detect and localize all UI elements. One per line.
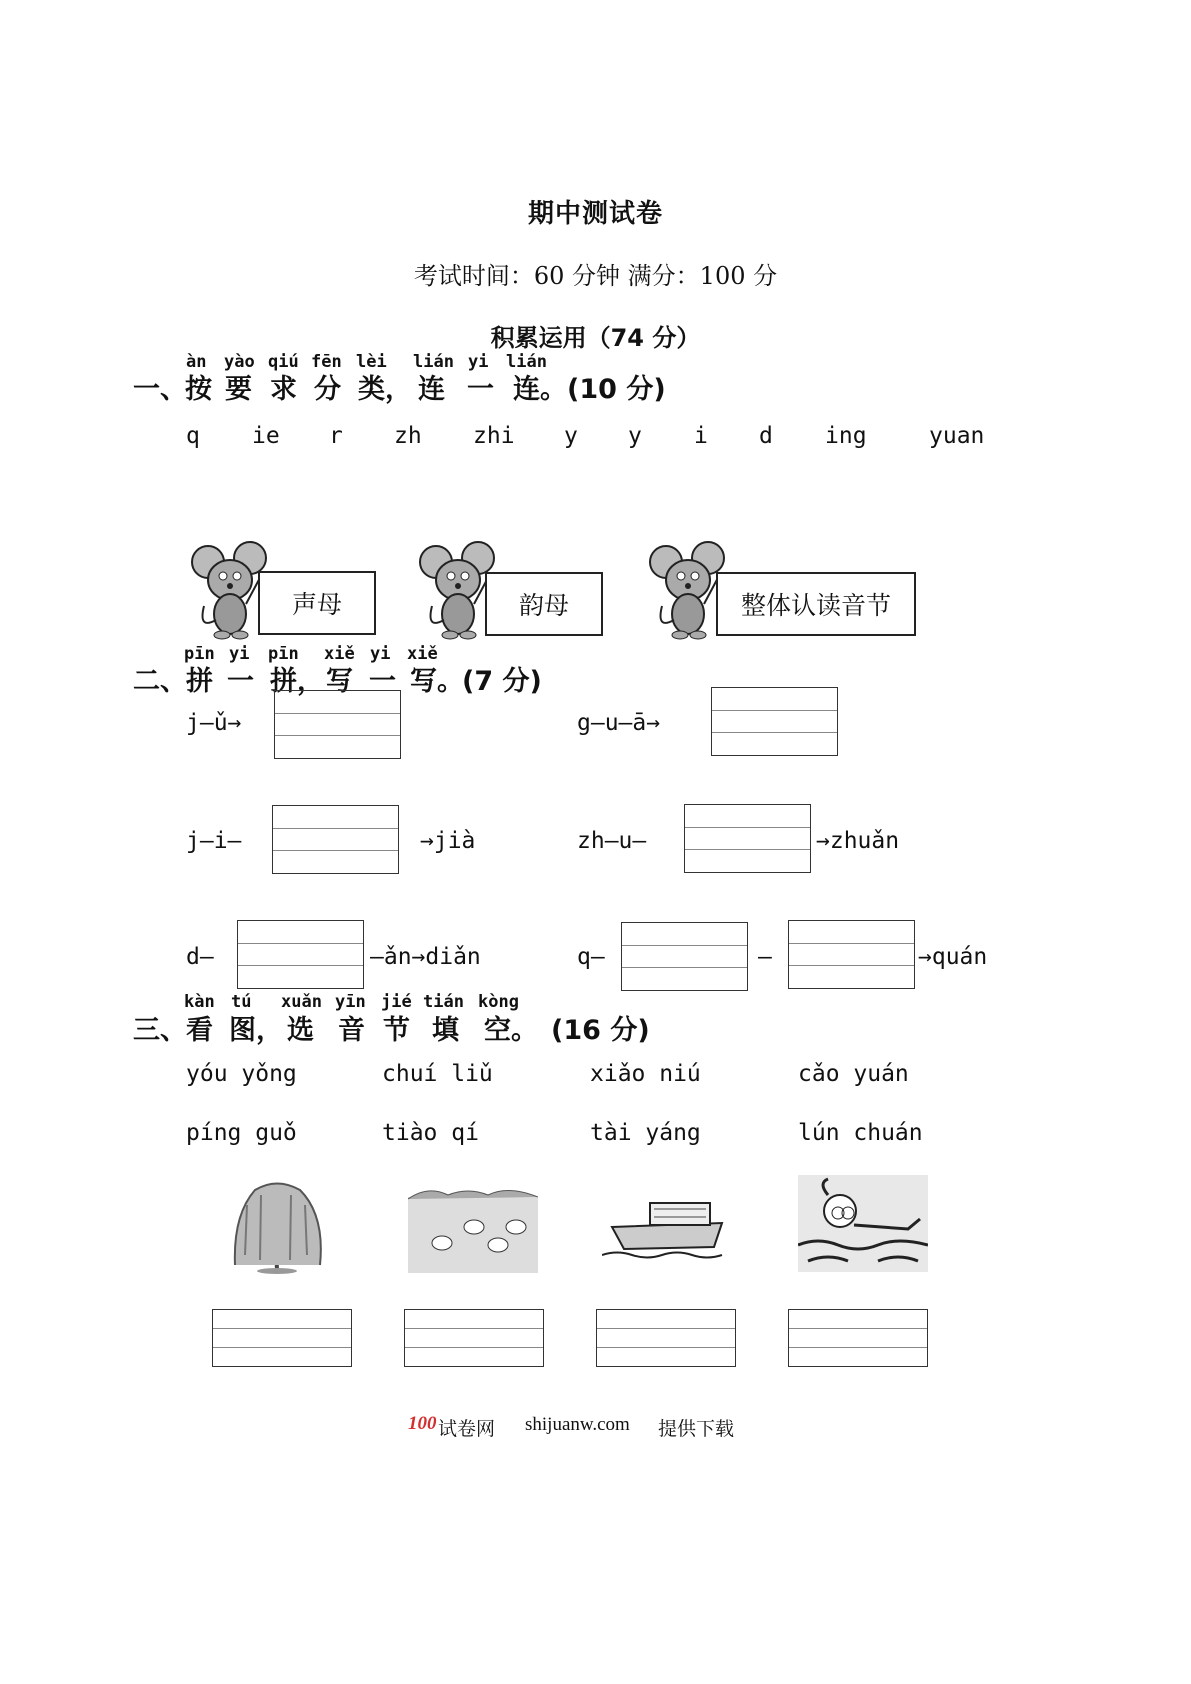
q2-pinyin: yi xyxy=(370,644,391,664)
section-heading: 积累运用（74 分） xyxy=(490,324,701,352)
spell-d-right: →zhuǎn xyxy=(816,828,900,854)
word-option[interactable]: tiào qí xyxy=(382,1120,479,1146)
spell-b: g—u—ā→ xyxy=(577,710,661,736)
q2-pinyin: pīn xyxy=(184,644,215,664)
q3-char: 图， xyxy=(229,1015,283,1046)
q2-char: 拼 xyxy=(186,666,213,697)
q2-pinyin: pīn xyxy=(268,644,299,664)
option-item[interactable]: q xyxy=(186,423,200,449)
q3-pinyin: yīn xyxy=(335,992,366,1012)
page-title: 期中测试卷 xyxy=(527,199,663,229)
footer-note: 提供下载 xyxy=(658,1419,735,1440)
spell-e-right: —ǎn→diǎn xyxy=(370,944,481,970)
word-option[interactable]: yóu yǒng xyxy=(186,1061,297,1087)
writing-box[interactable] xyxy=(788,920,915,989)
option-item[interactable]: d xyxy=(759,423,773,449)
q1-pinyin: qiú xyxy=(268,352,299,372)
spell-f-left: q— xyxy=(577,944,605,970)
ship-icon xyxy=(602,1195,737,1265)
q3-number: 三、 xyxy=(133,1015,187,1046)
q3-char: 音 xyxy=(338,1015,365,1046)
q1-pinyin: àn xyxy=(186,352,207,372)
q1-pinyin: lèi xyxy=(356,352,387,372)
q3-pinyin: tú xyxy=(231,992,252,1012)
q1-pinyin: yào xyxy=(224,352,255,372)
spell-e-left: d— xyxy=(186,944,214,970)
footer-brand: 试卷网 xyxy=(438,1419,496,1440)
q1-char: 按 xyxy=(185,374,212,405)
q3-pinyin: kàn xyxy=(184,992,215,1012)
writing-box[interactable] xyxy=(274,690,401,759)
q2-char: 拼， xyxy=(270,666,324,697)
spell-c-left: j—i— xyxy=(186,828,242,854)
footer-site[interactable]: shijuanw.com xyxy=(525,1414,630,1435)
q2-char: 一 xyxy=(369,666,396,697)
swimmer-icon xyxy=(798,1175,928,1272)
spell-a: j—ǔ→ xyxy=(186,710,242,736)
word-option[interactable]: cǎo yuán xyxy=(798,1061,909,1087)
writing-box[interactable] xyxy=(237,920,364,989)
spell-f-right: →quán xyxy=(918,944,988,970)
spell-f-mid: — xyxy=(758,944,772,970)
exam-info: 考试时间：60 分钟 满分：100 分 xyxy=(413,262,778,290)
q2-pinyin: xiě xyxy=(324,644,355,664)
q3-char: 选 xyxy=(287,1015,314,1046)
sign-yunmu: 韵母 xyxy=(485,572,603,636)
q1-char: 分 xyxy=(314,374,341,405)
option-item[interactable]: yuan xyxy=(929,423,985,449)
option-item[interactable]: i xyxy=(694,423,708,449)
q2-number: 二、 xyxy=(133,666,187,697)
q2-score: (7 分) xyxy=(462,666,542,697)
q3-char: 空。 xyxy=(484,1015,538,1046)
q3-pinyin: kòng xyxy=(478,992,519,1012)
spell-c-right: →jià xyxy=(420,828,476,854)
sign-zhengti: 整体认读音节 xyxy=(716,572,916,636)
option-item[interactable]: y xyxy=(628,423,642,449)
q1-char: 类， xyxy=(358,374,412,405)
option-item[interactable]: ie xyxy=(252,423,280,449)
q2-char: 写。 xyxy=(410,666,464,697)
answer-box[interactable] xyxy=(404,1309,544,1367)
q1-pinyin: lián xyxy=(506,352,547,372)
q1-pinyin: fēn xyxy=(311,352,342,372)
q2-pinyin: xiě xyxy=(407,644,438,664)
writing-box[interactable] xyxy=(711,687,838,756)
q1-pinyin: lián xyxy=(413,352,454,372)
q1-char: 连 xyxy=(418,374,445,405)
q1-char: 要 xyxy=(225,374,252,405)
option-item[interactable]: ing xyxy=(825,423,867,449)
footer-logo: 100 xyxy=(408,1413,437,1434)
writing-box[interactable] xyxy=(621,922,748,991)
q3-char: 看 xyxy=(186,1015,213,1046)
q1-score: (10 分) xyxy=(567,374,666,405)
word-option[interactable]: tài yáng xyxy=(590,1120,701,1146)
word-option[interactable]: lún chuán xyxy=(798,1120,923,1146)
q3-score: (16 分) xyxy=(551,1015,650,1046)
q3-char: 填 xyxy=(432,1015,459,1046)
writing-box[interactable] xyxy=(684,804,811,873)
willow-tree-icon xyxy=(225,1175,330,1275)
q1-char: 求 xyxy=(270,374,297,405)
q2-char: 一 xyxy=(227,666,254,697)
word-option[interactable]: xiǎo niú xyxy=(590,1061,701,1087)
q1-char: 一 xyxy=(467,374,494,405)
spell-d-left: zh—u— xyxy=(577,828,647,854)
option-item[interactable]: r xyxy=(329,423,343,449)
word-option[interactable]: chuí liǔ xyxy=(382,1061,493,1087)
word-option[interactable]: píng guǒ xyxy=(186,1120,297,1146)
q2-char: 写 xyxy=(326,666,353,697)
writing-box[interactable] xyxy=(272,805,399,874)
q1-char: 连。 xyxy=(513,374,567,405)
q3-pinyin: tián xyxy=(423,992,464,1012)
answer-box[interactable] xyxy=(788,1309,928,1367)
option-item[interactable]: y xyxy=(564,423,578,449)
q1-pinyin: yi xyxy=(468,352,489,372)
q2-pinyin: yi xyxy=(229,644,250,664)
option-item[interactable]: zh xyxy=(394,423,422,449)
q1-number: 一、 xyxy=(133,374,187,405)
option-item[interactable]: zhi xyxy=(473,423,515,449)
q3-pinyin: xuǎn xyxy=(281,992,322,1012)
q3-pinyin: jié xyxy=(381,992,412,1012)
sign-shengmu: 声母 xyxy=(258,571,376,635)
q3-char: 节 xyxy=(383,1015,410,1046)
grassland-sheep-icon xyxy=(408,1185,538,1273)
answer-box[interactable] xyxy=(596,1309,736,1367)
answer-box[interactable] xyxy=(212,1309,352,1367)
